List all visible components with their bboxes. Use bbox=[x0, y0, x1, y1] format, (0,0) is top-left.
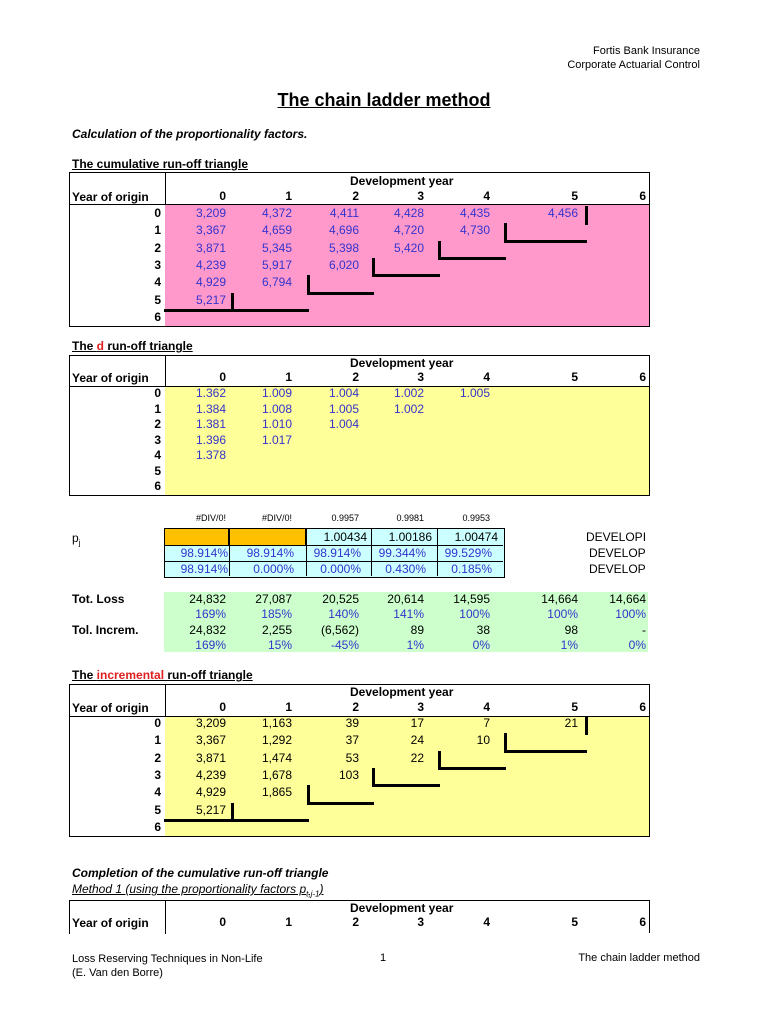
cum-triangle-title: The cumulative run-off triangle bbox=[72, 157, 249, 171]
factor-row2: 98.914% bbox=[180, 546, 228, 560]
inc-cell: 17 bbox=[410, 716, 424, 730]
cum-dev-col-5: 5 bbox=[571, 189, 578, 203]
inc-dev-col-1: 1 bbox=[285, 700, 292, 714]
subtitle: Calculation of the proportionality factors. bbox=[72, 127, 308, 141]
cum-origin-4: 4 bbox=[154, 275, 161, 290]
d-cell: 1.384 bbox=[195, 401, 226, 416]
d-origin-0: 0 bbox=[154, 386, 161, 400]
factor-row2: 98.914% bbox=[313, 546, 361, 560]
comp-dev-year-label: Development year bbox=[350, 901, 454, 915]
d-dev-col-1: 1 bbox=[285, 370, 292, 384]
tol-increm-pct: -45% bbox=[330, 638, 359, 652]
tot-loss-value: 14,595 bbox=[453, 592, 490, 606]
d-cell: 1.008 bbox=[261, 401, 292, 416]
comp-dev-col-2: 2 bbox=[352, 915, 359, 929]
inc-dev-col-6: 6 bbox=[639, 700, 646, 714]
d-cell: 1.005 bbox=[328, 401, 359, 416]
inc-cell: 1,678 bbox=[261, 767, 292, 782]
cum-stair-h bbox=[164, 309, 233, 312]
d-dev-col-4: 4 bbox=[483, 370, 490, 384]
cum-cell: 5,420 bbox=[393, 240, 424, 255]
inc-cell: 7 bbox=[483, 716, 490, 730]
d-dev-col-2: 2 bbox=[352, 370, 359, 384]
inc-dev-year-label: Development year bbox=[350, 685, 454, 699]
tot-loss-value: 20,525 bbox=[322, 592, 359, 606]
cum-cell: 3,871 bbox=[195, 240, 226, 255]
tot-loss-value: 14,664 bbox=[609, 592, 646, 606]
cum-dev-col-3: 3 bbox=[417, 189, 424, 203]
inc-stair-v bbox=[372, 768, 375, 787]
footer-left1: Loss Reserving Techniques in Non-Life bbox=[72, 953, 263, 965]
inc-year-origin-label: Year of origin bbox=[72, 701, 149, 715]
tol-increm-value: 98 bbox=[564, 623, 578, 637]
cum-cell: 4,696 bbox=[328, 223, 359, 238]
d-cell: 1.002 bbox=[393, 386, 424, 400]
tol-increm-value: (6,562) bbox=[320, 623, 359, 637]
cum-cell: 4,659 bbox=[261, 223, 292, 238]
inc-cell: 24 bbox=[410, 733, 424, 748]
cum-cell: 6,794 bbox=[261, 275, 292, 290]
tot-loss-pct: 140% bbox=[328, 607, 359, 621]
cum-origin-0: 0 bbox=[154, 206, 161, 220]
cum-stair-v bbox=[307, 275, 310, 294]
inc-dev-col-0: 0 bbox=[219, 700, 226, 714]
header-line1: Fortis Bank Insurance bbox=[593, 45, 700, 57]
tot-loss-value: 24,832 bbox=[189, 592, 226, 606]
d-cell: 1.004 bbox=[328, 386, 359, 400]
factor-row2: 98.914% bbox=[246, 546, 294, 560]
d-origin-6: 6 bbox=[154, 479, 161, 493]
cum-cell: 5,917 bbox=[261, 257, 292, 272]
factor-row3: 0.000% bbox=[320, 562, 361, 576]
d-cell: 1.010 bbox=[261, 417, 292, 431]
factor-top: #DIV/0! bbox=[195, 513, 226, 523]
comp-dev-col-3: 3 bbox=[417, 915, 424, 929]
inc-stair-v bbox=[307, 785, 310, 804]
develop-label-3: DEVELOP bbox=[589, 562, 646, 576]
inc-stair-h bbox=[231, 819, 309, 822]
cum-cell: 4,456 bbox=[547, 206, 578, 220]
factor-row3: 0.430% bbox=[385, 562, 426, 576]
inc-stair-v bbox=[585, 716, 588, 735]
comp-dev-col-5: 5 bbox=[571, 915, 578, 929]
tol-increm-pct: 1% bbox=[560, 638, 578, 652]
d-dev-col-3: 3 bbox=[417, 370, 424, 384]
factor-top: #DIV/0! bbox=[261, 513, 292, 523]
tot-loss-pct: 100% bbox=[547, 607, 578, 621]
tot-loss-value: 14,664 bbox=[541, 592, 578, 606]
cum-stair-h bbox=[372, 274, 440, 277]
cum-cell: 4,428 bbox=[393, 206, 424, 220]
factor-row3: 0.185% bbox=[451, 562, 492, 576]
cum-cell: 4,730 bbox=[459, 223, 490, 238]
inc-cell: 1,163 bbox=[261, 716, 292, 730]
tot-loss-pct: 100% bbox=[615, 607, 646, 621]
tol-increm-value: 24,832 bbox=[189, 623, 226, 637]
tol-increm-pct: 15% bbox=[267, 638, 292, 652]
inc-stair-h bbox=[372, 784, 440, 787]
inc-origin-6: 6 bbox=[154, 819, 161, 834]
cum-dev-year-label: Development year bbox=[350, 174, 454, 188]
factor-orange-cell bbox=[164, 528, 229, 546]
inc-stair-v bbox=[438, 751, 441, 770]
d-dev-col-0: 0 bbox=[219, 370, 226, 384]
d-cell: 1.396 bbox=[195, 432, 226, 447]
d-cell: 1.381 bbox=[195, 417, 226, 431]
tot-loss-label: Tot. Loss bbox=[72, 592, 125, 606]
tol-increm-label: Tol. Increm. bbox=[72, 623, 139, 637]
footer-left bbox=[72, 952, 263, 980]
tol-increm-value: - bbox=[642, 623, 646, 637]
inc-stair-h bbox=[438, 767, 506, 770]
d-origin-1: 1 bbox=[154, 401, 161, 416]
d-cell: 1.017 bbox=[261, 432, 292, 447]
tol-increm-value: 2,255 bbox=[261, 623, 292, 637]
cum-stair-h bbox=[504, 240, 587, 243]
inc-cell: 3,367 bbox=[195, 733, 226, 748]
page-title: The chain ladder method bbox=[277, 90, 491, 110]
cum-dev-col-6: 6 bbox=[639, 189, 646, 203]
develop-label-2: DEVELOP bbox=[589, 546, 646, 560]
inc-dev-col-2: 2 bbox=[352, 700, 359, 714]
factor-row1: 1.00186 bbox=[388, 530, 432, 544]
cum-cell: 3,209 bbox=[195, 206, 226, 220]
d-origin-3: 3 bbox=[154, 432, 161, 447]
inc-stair-h bbox=[164, 819, 233, 822]
d-origin-5: 5 bbox=[154, 463, 161, 478]
cum-stair-h bbox=[438, 257, 506, 260]
cum-origin-2: 2 bbox=[154, 240, 161, 255]
tol-increm-value: 89 bbox=[410, 623, 424, 637]
factor-row2: 99.529% bbox=[444, 546, 492, 560]
cum-origin-6: 6 bbox=[154, 309, 161, 324]
inc-cell: 53 bbox=[345, 750, 359, 765]
factor-col-divider bbox=[229, 528, 230, 576]
cum-stair-v bbox=[372, 258, 375, 277]
inc-cell: 4,929 bbox=[195, 785, 226, 800]
d-cell: 1.005 bbox=[459, 386, 490, 400]
cum-cell: 4,720 bbox=[393, 223, 424, 238]
cum-origin-1: 1 bbox=[154, 223, 161, 238]
d-origin-4: 4 bbox=[154, 448, 161, 462]
tot-loss-pct: 100% bbox=[459, 607, 490, 621]
inc-dev-col-3: 3 bbox=[417, 700, 424, 714]
tol-increm-pct: 169% bbox=[195, 638, 226, 652]
inc-origin-3: 3 bbox=[154, 767, 161, 782]
inc-cell: 5,217 bbox=[195, 802, 226, 817]
cum-cell: 6,020 bbox=[328, 257, 359, 272]
d-cell: 1.362 bbox=[195, 386, 226, 400]
factor-row1: 1.00434 bbox=[323, 530, 367, 544]
d-triangle-title: The d run-off triangle bbox=[72, 339, 193, 353]
d-dev-col-6: 6 bbox=[639, 370, 646, 384]
cum-cell: 4,239 bbox=[195, 257, 226, 272]
d-dev-year-label: Development year bbox=[350, 356, 454, 370]
inc-origin-4: 4 bbox=[154, 785, 161, 800]
inc-cell: 3,871 bbox=[195, 750, 226, 765]
inc-cell: 1,865 bbox=[261, 785, 292, 800]
d-cell: 1.002 bbox=[393, 401, 424, 416]
inc-dev-col-4: 4 bbox=[483, 700, 490, 714]
footer-left2: (E. Van den Borre) bbox=[72, 967, 163, 979]
cum-cell: 4,372 bbox=[261, 206, 292, 220]
inc-stair-h bbox=[504, 750, 587, 753]
factor-orange-cell bbox=[229, 528, 306, 546]
tot-loss-value: 27,087 bbox=[255, 592, 292, 606]
tot-loss-value: 20,614 bbox=[387, 592, 424, 606]
factor-top: 0.9953 bbox=[462, 513, 490, 523]
factor-top: 0.9957 bbox=[331, 513, 359, 523]
inc-origin-0: 0 bbox=[154, 716, 161, 730]
completion-table bbox=[69, 900, 650, 933]
cum-stair-h bbox=[231, 309, 309, 312]
cum-stair-v bbox=[504, 223, 507, 242]
cum-cell: 3,367 bbox=[195, 223, 226, 238]
inc-cell: 1,474 bbox=[261, 750, 292, 765]
cum-stair-v bbox=[585, 206, 588, 225]
tol-increm-pct: 1% bbox=[406, 638, 424, 652]
factor-col-divider bbox=[371, 528, 372, 576]
inc-cell: 3,209 bbox=[195, 716, 226, 730]
cum-origin-5: 5 bbox=[154, 292, 161, 307]
cum-dev-col-0: 0 bbox=[219, 189, 226, 203]
completion-method: Method 1 (using the proportionality factors $p_{t,j-1}$) bbox=[72, 882, 324, 899]
d-dev-col-5: 5 bbox=[571, 370, 578, 384]
cum-year-origin-label: Year of origin bbox=[72, 190, 149, 204]
inc-cell: 103 bbox=[338, 767, 359, 782]
factor-col-divider bbox=[306, 528, 307, 576]
d-cell: 1.009 bbox=[261, 386, 292, 400]
tot-loss-pct: 141% bbox=[393, 607, 424, 621]
header-company bbox=[567, 44, 700, 72]
cum-stair-v bbox=[438, 241, 441, 260]
d-cell: 1.004 bbox=[328, 417, 359, 431]
tot-loss-pct: 169% bbox=[195, 607, 226, 621]
tot-loss-pct: 185% bbox=[261, 607, 292, 621]
factor-col-divider bbox=[437, 528, 438, 576]
d-origin-2: 2 bbox=[154, 417, 161, 431]
cum-dev-col-4: 4 bbox=[483, 189, 490, 203]
cum-origin-3: 3 bbox=[154, 257, 161, 272]
cum-cell: 5,345 bbox=[261, 240, 292, 255]
inc-origin-1: 1 bbox=[154, 733, 161, 748]
header-line2: Corporate Actuarial Control bbox=[567, 59, 700, 71]
inc-cell: 22 bbox=[410, 750, 424, 765]
comp-dev-col-0: 0 bbox=[219, 915, 226, 929]
comp-dev-col-4: 4 bbox=[483, 915, 490, 929]
comp-year-origin-label: Year of origin bbox=[72, 916, 149, 930]
inc-cell: 4,239 bbox=[195, 767, 226, 782]
cum-cell: 5,398 bbox=[328, 240, 359, 255]
footer-page-number: 1 bbox=[380, 952, 387, 964]
factor-row1: 1.00474 bbox=[454, 530, 498, 544]
inc-cell: 21 bbox=[564, 716, 578, 730]
factor-row3: 98.914% bbox=[180, 562, 228, 576]
p-label: $p_j$ bbox=[72, 531, 81, 548]
cum-cell: 4,929 bbox=[195, 275, 226, 290]
inc-cell: 1,292 bbox=[261, 733, 292, 748]
cum-dev-col-2: 2 bbox=[352, 189, 359, 203]
d-cell: 1.378 bbox=[195, 448, 226, 462]
tol-increm-pct: 0% bbox=[472, 638, 490, 652]
cum-dev-col-1: 1 bbox=[285, 189, 292, 203]
inc-cell: 39 bbox=[345, 716, 359, 730]
factor-row2: 99.344% bbox=[378, 546, 426, 560]
inc-origin-2: 2 bbox=[154, 750, 161, 765]
inc-stair-h bbox=[307, 802, 374, 805]
factor-row3: 0.000% bbox=[253, 562, 294, 576]
develop-label-1: DEVELOPI bbox=[586, 530, 647, 544]
inc-origin-5: 5 bbox=[154, 802, 161, 817]
cum-cell: 4,435 bbox=[459, 206, 490, 220]
completion-title: Completion of the cumulative run-off triangle bbox=[72, 866, 329, 880]
footer-right: The chain ladder method bbox=[578, 952, 700, 964]
cum-cell: 5,217 bbox=[195, 292, 226, 307]
factor-top: 0.9981 bbox=[396, 513, 424, 523]
d-year-origin-label: Year of origin bbox=[72, 371, 149, 385]
tol-increm-pct: 0% bbox=[628, 638, 646, 652]
inc-cell: 10 bbox=[476, 733, 490, 748]
inc-dev-col-5: 5 bbox=[571, 700, 578, 714]
comp-dev-col-1: 1 bbox=[285, 915, 292, 929]
comp-dev-col-6: 6 bbox=[639, 915, 646, 929]
inc-triangle-title: The incremental run-off triangle bbox=[72, 668, 253, 682]
tol-increm-value: 38 bbox=[476, 623, 490, 637]
cum-stair-h bbox=[307, 292, 374, 295]
inc-stair-v bbox=[504, 733, 507, 752]
cum-cell: 4,411 bbox=[329, 206, 359, 220]
inc-cell: 37 bbox=[345, 733, 359, 748]
